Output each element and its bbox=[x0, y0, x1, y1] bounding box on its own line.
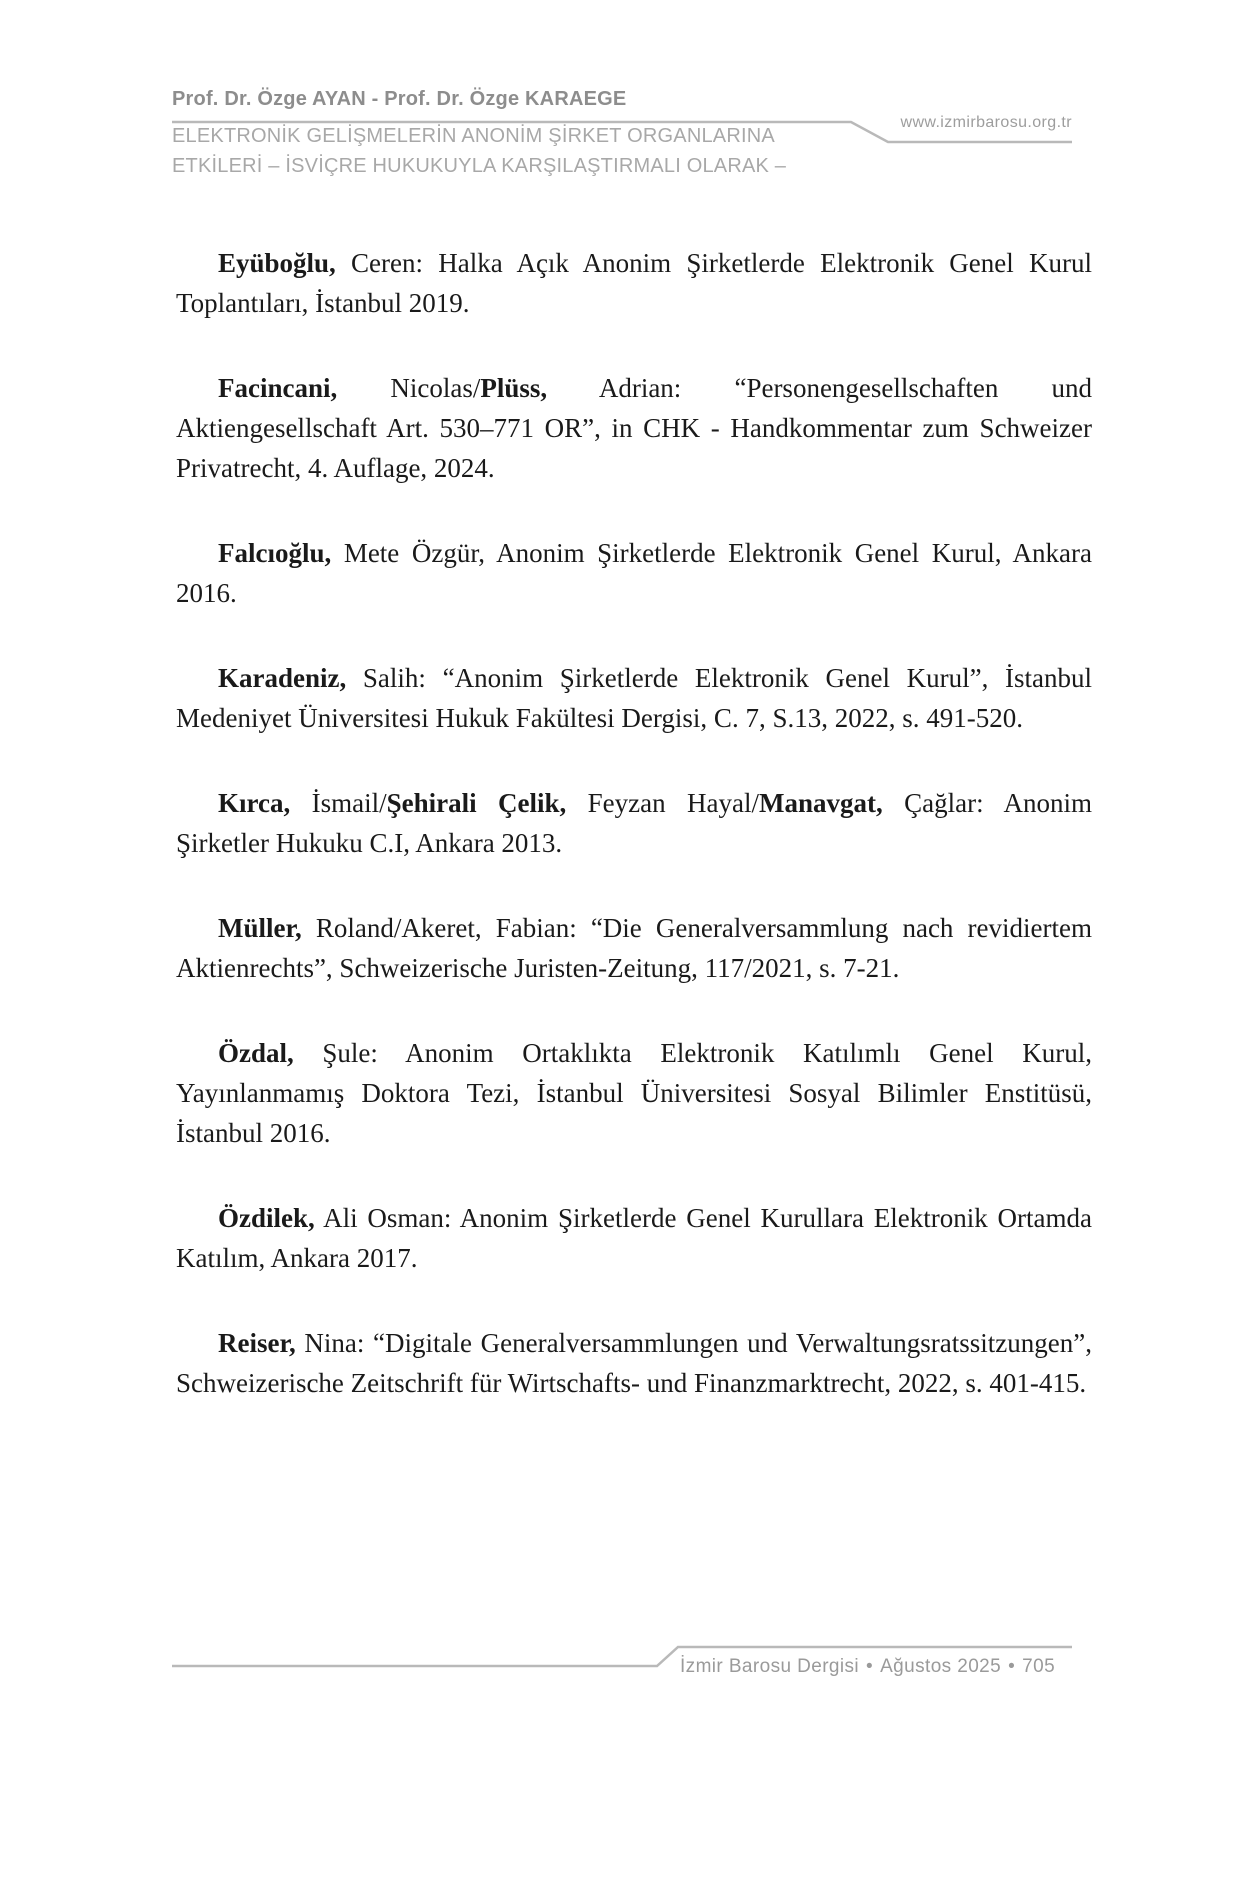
author-name: Özdal, bbox=[218, 1038, 294, 1068]
bibliography-entry bbox=[176, 243, 1092, 323]
entry-text: Nicolas/ bbox=[337, 373, 481, 403]
entry-text: İsmail/ bbox=[290, 788, 387, 818]
author-name: Karadeniz, bbox=[218, 663, 347, 693]
bibliography-entry bbox=[176, 368, 1092, 488]
bibliography-entry bbox=[176, 658, 1092, 738]
website-url: www.izmirbarosu.org.tr bbox=[900, 114, 1072, 131]
article-title-line1: ELEKTRONİK GELİŞMELERİN ANONİM ŞİRKET ORGANLARINA bbox=[172, 125, 775, 147]
entry-text: Çağlar: Anonim Şirketler Hukuku C.I, Ankara 2013. bbox=[176, 788, 1093, 858]
author-name: Reiser, bbox=[218, 1328, 296, 1358]
bibliography-entry bbox=[176, 1033, 1092, 1153]
bullet-separator: • bbox=[1008, 1656, 1016, 1677]
issue-date: Ağustos 2025 bbox=[880, 1656, 1002, 1677]
author-name: Facincani, bbox=[218, 373, 338, 403]
author-name: Müller, bbox=[218, 913, 302, 943]
author-name: Falcıoğlu, bbox=[218, 538, 332, 568]
journal-name: İzmir Barosu Dergisi bbox=[680, 1656, 860, 1677]
entry-text: Şule: Anonim Ortaklıkta Elektronik Katılımlı Genel Kurul, Yayınlanmamış Doktora Tezi, İstanbul Üniversitesi Sosyal Bilimler Enstitüsü, İstanbul 2016. bbox=[176, 1038, 1092, 1148]
article-title bbox=[172, 121, 786, 181]
author-name: Plüss, bbox=[480, 373, 548, 403]
bibliography-entry bbox=[176, 1323, 1092, 1403]
entry-text: Adrian: “Personengesellschaften und Aktiengesellschaft Art. 530–771 OR”, in CHK - Handkommentar zum Schweizer Privatrecht, 4. Auflage, 2024. bbox=[176, 373, 1092, 483]
footer-line bbox=[680, 1656, 1055, 1678]
bibliography-entry bbox=[176, 533, 1092, 613]
article-title-line2: ETKİLERİ – İSVİÇRE HUKUKUYLA KARŞILAŞTIRMALI OLARAK – bbox=[172, 155, 787, 177]
entry-text: Salih: “Anonim Şirketlerde Elektronik Genel Kurul”, İstanbul Medeniyet Üniversitesi Hukuk Fakültesi Dergisi, C. 7, S.13, 2022, s. 491-520. bbox=[176, 663, 1092, 733]
entry-text: Nina: “Digitale Generalversammlungen und Verwaltungsratssitzungen”, Schweizerische Zeitschrift für Wirtschafts- und Finanzmarktrecht, 2022, s. 401-415. bbox=[176, 1328, 1092, 1398]
entry-text: Ali Osman: Anonim Şirketlerde Genel Kurullara Elektronik Ortamda Katılım, Ankara 2017. bbox=[176, 1203, 1092, 1273]
entry-text: Roland/Akeret, Fabian: “Die Generalversammlung nach revidiertem Aktienrechts”, Schweizerische Juristen-Zeitung, 117/2021, s. 7-21. bbox=[176, 913, 1092, 983]
page-header-authors: Prof. Dr. Özge AYAN - Prof. Dr. Özge KARAEGE bbox=[172, 88, 627, 110]
author-name: Şehirali Çelik, bbox=[386, 788, 567, 818]
author-name: Özdilek, bbox=[218, 1203, 315, 1233]
entry-text: Mete Özgür, Anonim Şirketlerde Elektronik Genel Kurul, Ankara 2016. bbox=[176, 538, 1092, 608]
page-number: 705 bbox=[1022, 1656, 1056, 1677]
bibliography-list bbox=[176, 243, 1092, 1448]
author-name: Eyüboğlu, bbox=[218, 248, 336, 278]
author-name: Manavgat, bbox=[759, 788, 883, 818]
entry-text: Ceren: Halka Açık Anonim Şirketlerde Elektronik Genel Kurul Toplantıları, İstanbul 2019. bbox=[176, 248, 1092, 318]
bullet-separator: • bbox=[866, 1656, 874, 1677]
entry-text: Feyzan Hayal/ bbox=[566, 788, 759, 818]
bibliography-entry bbox=[176, 1198, 1092, 1278]
bibliography-entry bbox=[176, 783, 1092, 863]
bibliography-entry bbox=[176, 908, 1092, 988]
author-name: Kırca, bbox=[218, 788, 291, 818]
